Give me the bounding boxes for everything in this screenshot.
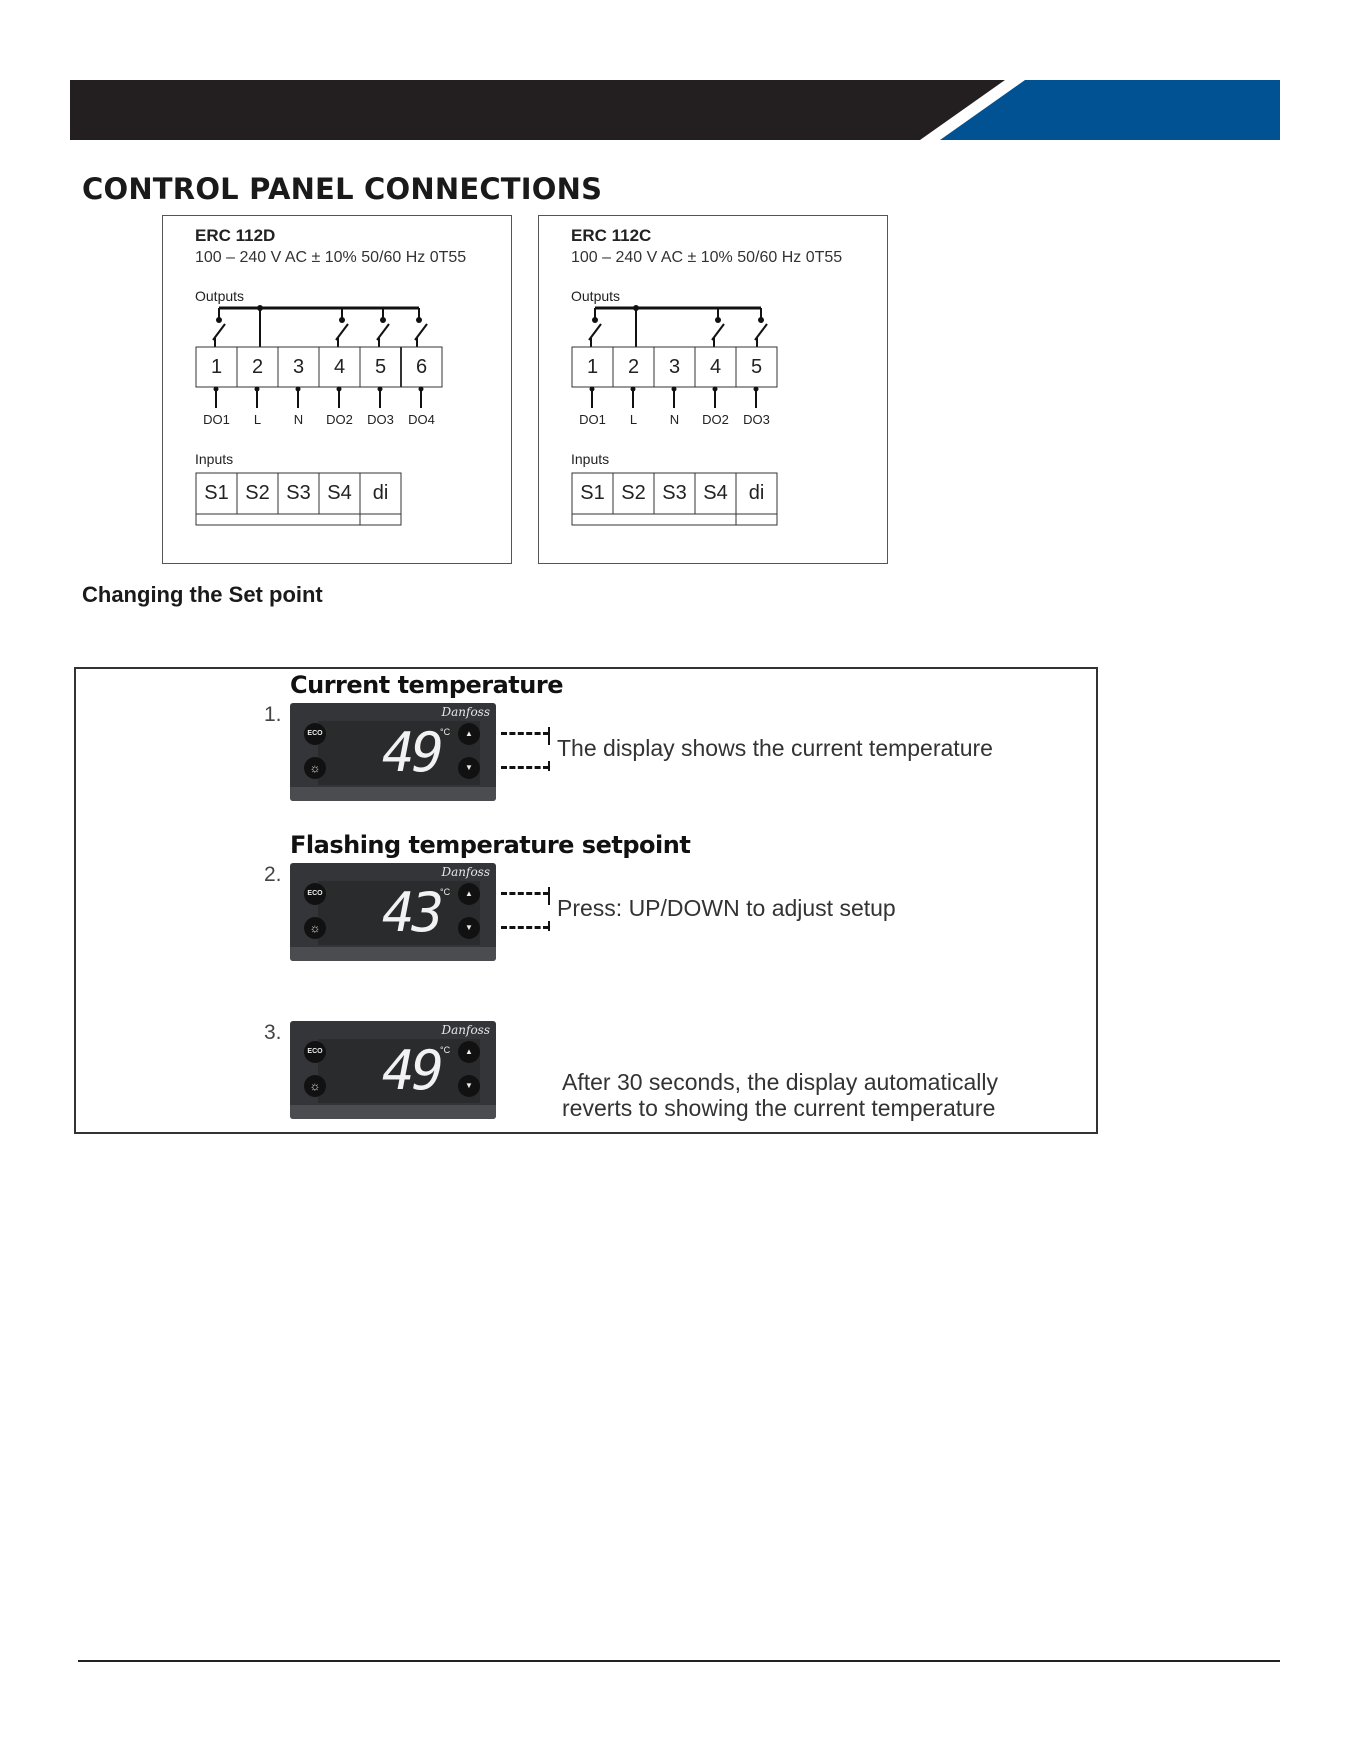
setpoint-instructions-panel xyxy=(74,667,1098,1134)
model-name: ERC 112D xyxy=(195,226,276,245)
footer-rule xyxy=(78,1660,1280,1662)
terminal-label: N xyxy=(293,412,304,427)
terminal-5: 5 xyxy=(374,356,387,378)
terminal-label: DO3 xyxy=(367,412,394,427)
terminal-label: L xyxy=(253,412,262,427)
brand-logo: Danfoss xyxy=(441,865,490,879)
model-spec: 100 – 240 V AC ± 10% 50/60 Hz 0T55 xyxy=(571,249,843,266)
terminal-1: 1 xyxy=(586,356,599,378)
eco-button[interactable]: ECO xyxy=(304,723,326,745)
step-description-line2: reverts to showing the current temperature xyxy=(562,1095,996,1121)
input-di: di xyxy=(372,482,389,504)
terminal-3: 3 xyxy=(668,356,681,378)
step-heading: Current temperature xyxy=(290,671,563,699)
section-title: CONTROL PANEL CONNECTIONS xyxy=(82,172,603,206)
terminal-label: L xyxy=(629,412,638,427)
step-description: Press: UP/DOWN to adjust setup xyxy=(557,895,896,921)
terminal-label: DO2 xyxy=(702,412,729,427)
terminal-2: 2 xyxy=(251,356,264,378)
input-s4: S4 xyxy=(327,482,352,504)
callout-bracket xyxy=(548,887,550,905)
model-spec: 100 – 240 V AC ± 10% 50/60 Hz 0T55 xyxy=(195,249,467,266)
inputs-label: Inputs xyxy=(195,451,234,467)
step-heading: Flashing temperature setpoint xyxy=(290,831,691,859)
input-s3: S3 xyxy=(286,482,311,504)
brand-logo: Danfoss xyxy=(441,705,490,719)
terminal-label: DO2 xyxy=(326,412,353,427)
input-s4: S4 xyxy=(703,482,728,504)
bezel-strip xyxy=(290,1105,496,1119)
terminal-label: DO4 xyxy=(408,412,435,427)
bezel-strip xyxy=(290,947,496,961)
terminal-6: 6 xyxy=(415,356,428,378)
terminal-4: 4 xyxy=(709,356,722,378)
bezel-strip xyxy=(290,787,496,801)
input-s2: S2 xyxy=(245,482,270,504)
lightbulb-icon[interactable]: ☼ xyxy=(304,917,326,939)
terminal-1: 1 xyxy=(210,356,223,378)
temperature-readout: 49 xyxy=(382,1039,442,1102)
callout-bracket xyxy=(548,727,550,745)
callout-line-up xyxy=(501,892,549,895)
input-s1: S1 xyxy=(204,482,229,504)
input-di: di xyxy=(748,482,765,504)
down-arrow-icon[interactable]: ▼ xyxy=(458,1075,480,1097)
terminal-label: DO3 xyxy=(743,412,770,427)
step-description-line1: After 30 seconds, the display automatically xyxy=(562,1069,998,1095)
terminal-label: DO1 xyxy=(579,412,606,427)
unit-label: °C xyxy=(440,727,451,737)
outputs-label: Outputs xyxy=(571,288,621,304)
controller-display xyxy=(290,703,496,801)
terminal-label: N xyxy=(669,412,680,427)
terminal-2: 2 xyxy=(627,356,640,378)
eco-button[interactable]: ECO xyxy=(304,1041,326,1063)
step-number: 2. xyxy=(264,863,282,886)
brand-logo: Danfoss xyxy=(441,1023,490,1037)
temperature-readout: 49 xyxy=(382,721,442,784)
controller-display xyxy=(290,863,496,961)
unit-label: °C xyxy=(440,887,451,897)
lightbulb-icon[interactable]: ☼ xyxy=(304,757,326,779)
callout-line-up xyxy=(501,732,549,735)
inputs-label: Inputs xyxy=(571,451,610,467)
terminal-label: DO1 xyxy=(203,412,230,427)
step-description: The display shows the current temperature xyxy=(557,735,993,761)
up-arrow-icon[interactable]: ▲ xyxy=(458,883,480,905)
input-s3: S3 xyxy=(662,482,687,504)
model-name: ERC 112C xyxy=(571,226,652,245)
wiring-diagram-erc112d xyxy=(162,215,512,564)
controller-display xyxy=(290,1021,496,1119)
eco-button[interactable]: ECO xyxy=(304,883,326,905)
step-number: 1. xyxy=(264,703,282,726)
terminal-5: 5 xyxy=(750,356,763,378)
callout-bracket xyxy=(548,921,550,931)
lightbulb-icon[interactable]: ☼ xyxy=(304,1075,326,1097)
input-s1: S1 xyxy=(580,482,605,504)
step-number: 3. xyxy=(264,1021,282,1044)
unit-label: °C xyxy=(440,1045,451,1055)
down-arrow-icon[interactable]: ▼ xyxy=(458,757,480,779)
up-arrow-icon[interactable]: ▲ xyxy=(458,723,480,745)
callout-bracket xyxy=(548,761,550,771)
wiring-diagram-erc112c xyxy=(538,215,888,564)
header-banner xyxy=(70,80,1280,140)
outputs-label: Outputs xyxy=(195,288,245,304)
up-arrow-icon[interactable]: ▲ xyxy=(458,1041,480,1063)
callout-line-down xyxy=(501,926,549,929)
terminal-4: 4 xyxy=(333,356,346,378)
temperature-readout: 43 xyxy=(382,881,442,944)
setpoint-heading: Changing the Set point xyxy=(82,582,323,607)
input-s2: S2 xyxy=(621,482,646,504)
callout-line-down xyxy=(501,766,549,769)
terminal-3: 3 xyxy=(292,356,305,378)
down-arrow-icon[interactable]: ▼ xyxy=(458,917,480,939)
